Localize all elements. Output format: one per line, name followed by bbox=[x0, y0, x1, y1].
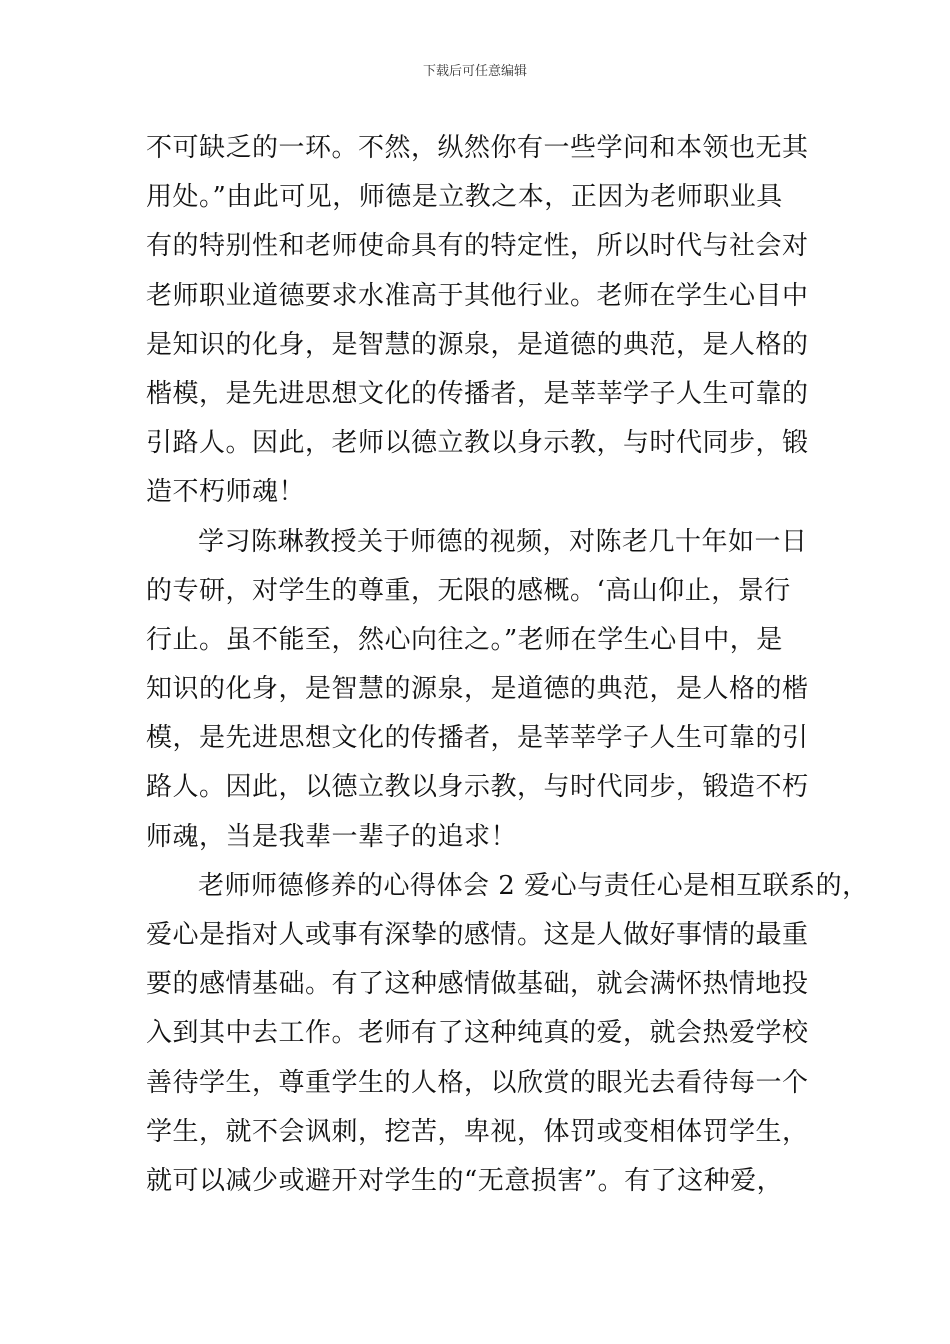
text-line: 用处。”由此可见，师德是立教之本，正因为老师职业具 bbox=[146, 182, 783, 213]
text-line: 楷模，是先进思想文化的传播者，是莘莘学子人生可靠的 bbox=[146, 378, 809, 409]
text-line: 就可以减少或避开对学生的“无意损害”。有了这种爱， bbox=[146, 1165, 784, 1196]
document-body bbox=[146, 124, 869, 1206]
paragraph-first-line: 学习陈琳教授关于师德的视频，对陈老几十年如一日 bbox=[198, 526, 808, 557]
text-line: 学生，就不会讽刺，挖苦，卑视，体罚或变相体罚学生， bbox=[146, 1116, 809, 1147]
text-line: 知识的化身，是智慧的源泉，是道德的典范，是人格的楷 bbox=[146, 674, 809, 705]
text-line: 造不朽师魂！ bbox=[146, 477, 306, 508]
text-line: 要的感情基础。有了这种感情做基础，就会满怀热情地投 bbox=[146, 969, 809, 1000]
text-line: 不可缺乏的一环。不然，纵然你有一些学问和本领也无其 bbox=[146, 133, 809, 163]
text-line: 引路人。因此，老师以德立教以身示教，与时代同步，锻 bbox=[146, 428, 809, 459]
text-line: 有的特别性和老师使命具有的特定性，所以时代与社会对 bbox=[146, 231, 809, 262]
paragraph-first-line: 老师师德修养的心得体会 2 爱心与责任心是相互联系的， bbox=[198, 870, 869, 901]
text-line: 的专研，对学生的尊重，无限的感概。‘高山仰止，景行 bbox=[146, 575, 791, 606]
text-line: 爱心是指对人或事有深挚的感情。这是人做好事情的最重 bbox=[146, 920, 809, 950]
text-line: 师魂，当是我辈一辈子的追求！ bbox=[146, 821, 518, 852]
text-line: 老师职业道德要求水准高于其他行业。老师在学生心目中 bbox=[146, 280, 809, 311]
page-header-note: 下载后可任意编辑 bbox=[422, 64, 527, 79]
text-line: 模，是先进思想文化的传播者，是莘莘学子人生可靠的引 bbox=[146, 723, 809, 754]
text-line: 路人。因此，以德立教以身示教，与时代同步，锻造不朽 bbox=[146, 772, 809, 803]
text-line: 是知识的化身，是智慧的源泉，是道德的典范，是人格的 bbox=[146, 329, 809, 360]
text-line: 入到其中去工作。老师有了这种纯真的爱，就会热爱学校 bbox=[146, 1018, 809, 1049]
text-line: 善待学生，尊重学生的人格，以欣赏的眼光去看待每一个 bbox=[146, 1067, 809, 1098]
text-line: 行止。虽不能至，然心向往之。”老师在学生心目中，是 bbox=[146, 624, 783, 655]
